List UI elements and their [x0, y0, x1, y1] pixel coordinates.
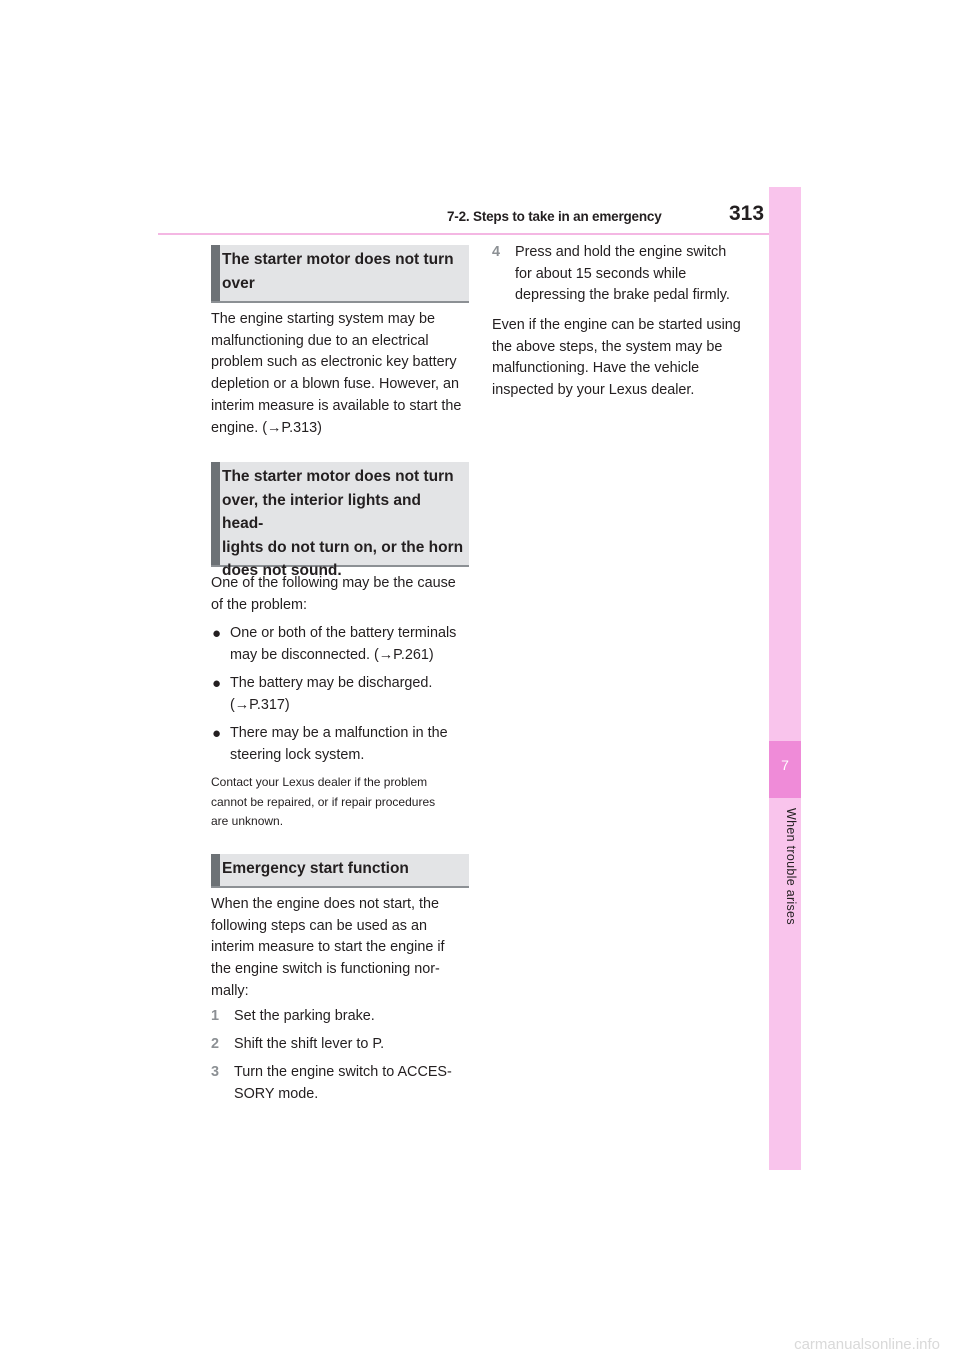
bullet-item [212, 723, 472, 767]
text-line: are unknown. [211, 814, 284, 828]
step-item [492, 242, 754, 308]
section-paragraph [211, 894, 471, 1003]
bullet-item [212, 673, 472, 717]
heading-line: does not sound. [222, 562, 342, 579]
bullet-dot-icon: ● [212, 675, 222, 692]
section-heading-emergency-start [211, 854, 469, 888]
text-line: following steps can be used as an [211, 917, 428, 934]
text-line: Even if the engine can be started using [492, 317, 741, 333]
chapter-number: 7 [781, 757, 789, 773]
text-line: Shift the shift lever to P. [234, 1036, 385, 1052]
text-line: There may be a malfunction in the [230, 725, 448, 741]
chapter-side-tab [769, 187, 801, 1170]
note-text [211, 773, 473, 832]
text-line: interim measure to start the engine if [211, 939, 445, 956]
text-line: the engine switch is functioning nor- [211, 961, 440, 978]
text-line: Set the parking brake. [234, 1008, 375, 1024]
section-paragraph [211, 309, 471, 439]
step-number: 2 [211, 1036, 220, 1052]
step-item [211, 1006, 473, 1028]
section-heading-starter-lights-horn [211, 462, 469, 579]
page-reference-line[interactable]: (→P.317) [230, 696, 290, 713]
section-title: 7-2. Steps to take in an emergency [447, 209, 662, 224]
page-reference-line[interactable]: may be disconnected. (→P.261) [230, 646, 434, 663]
section-paragraph [211, 573, 471, 616]
heading-line: The starter motor does not turn [222, 468, 454, 485]
heading-line: lights do not turn on, or the horn [222, 538, 464, 556]
section-heading-starter-no-turn [211, 245, 469, 303]
chapter-title: When trouble arises [784, 808, 798, 925]
text-line: malfunctioning due to an electrical [211, 332, 429, 349]
text-line: The engine starting system may be [211, 311, 435, 327]
heading-accent-bar [211, 854, 220, 886]
text-line: inspected by your Lexus dealer. [492, 382, 695, 399]
text-line: mally: [211, 982, 249, 999]
heading-line: over, the interior lights and head- [222, 491, 421, 532]
step-item [211, 1062, 473, 1106]
heading-line: over [222, 274, 255, 292]
closing-paragraph [492, 315, 754, 402]
text-line: One or both of the battery terminals [230, 625, 457, 641]
text-line: the above steps, the system may be [492, 338, 723, 355]
heading-line: The starter motor does not turn [222, 251, 454, 268]
heading-line: Emergency start function [222, 860, 409, 877]
heading-accent-bar [211, 245, 220, 301]
bullet-item [212, 623, 472, 667]
heading-accent-bar [211, 462, 220, 565]
step-number: 4 [492, 244, 501, 260]
text-line: cannot be repaired, or if repair procedures [211, 794, 436, 809]
text-line: Turn the engine switch to ACCES- [234, 1064, 452, 1080]
step-item [211, 1034, 473, 1056]
text-line: Press and hold the engine switch [515, 244, 727, 260]
text-line: One of the following may be the cause [211, 575, 456, 591]
text-line: for about 15 seconds while [515, 265, 687, 282]
text-line: depressing the brake pedal firmly. [515, 287, 730, 304]
text-line: The battery may be discharged. [230, 675, 433, 691]
text-line: SORY mode. [234, 1085, 319, 1102]
text-line: When the engine does not start, the [211, 896, 440, 912]
page-reference-line[interactable]: engine. (→P.313) [211, 419, 322, 436]
heading-text [222, 465, 465, 583]
text-line: interim measure is available to start the [211, 397, 462, 414]
bullet-dot-icon: ● [212, 625, 222, 642]
step-number: 1 [211, 1008, 220, 1024]
heading-text [222, 857, 465, 881]
page-number: 313 [729, 202, 765, 225]
step-number: 3 [211, 1064, 220, 1080]
text-line: Contact your Lexus dealer if the problem [211, 775, 428, 789]
text-line: of the problem: [211, 596, 307, 613]
footer-watermark[interactable]: carmanualsonline.info [794, 1336, 940, 1353]
text-line: depletion or a blown fuse. However, an [211, 376, 459, 393]
bullet-dot-icon: ● [212, 725, 222, 742]
text-line: malfunctioning. Have the vehicle [492, 360, 700, 377]
heading-text [222, 248, 465, 295]
text-line: problem such as electronic key battery [211, 354, 457, 371]
header-divider [158, 233, 769, 235]
text-line: steering lock system. [230, 746, 365, 763]
